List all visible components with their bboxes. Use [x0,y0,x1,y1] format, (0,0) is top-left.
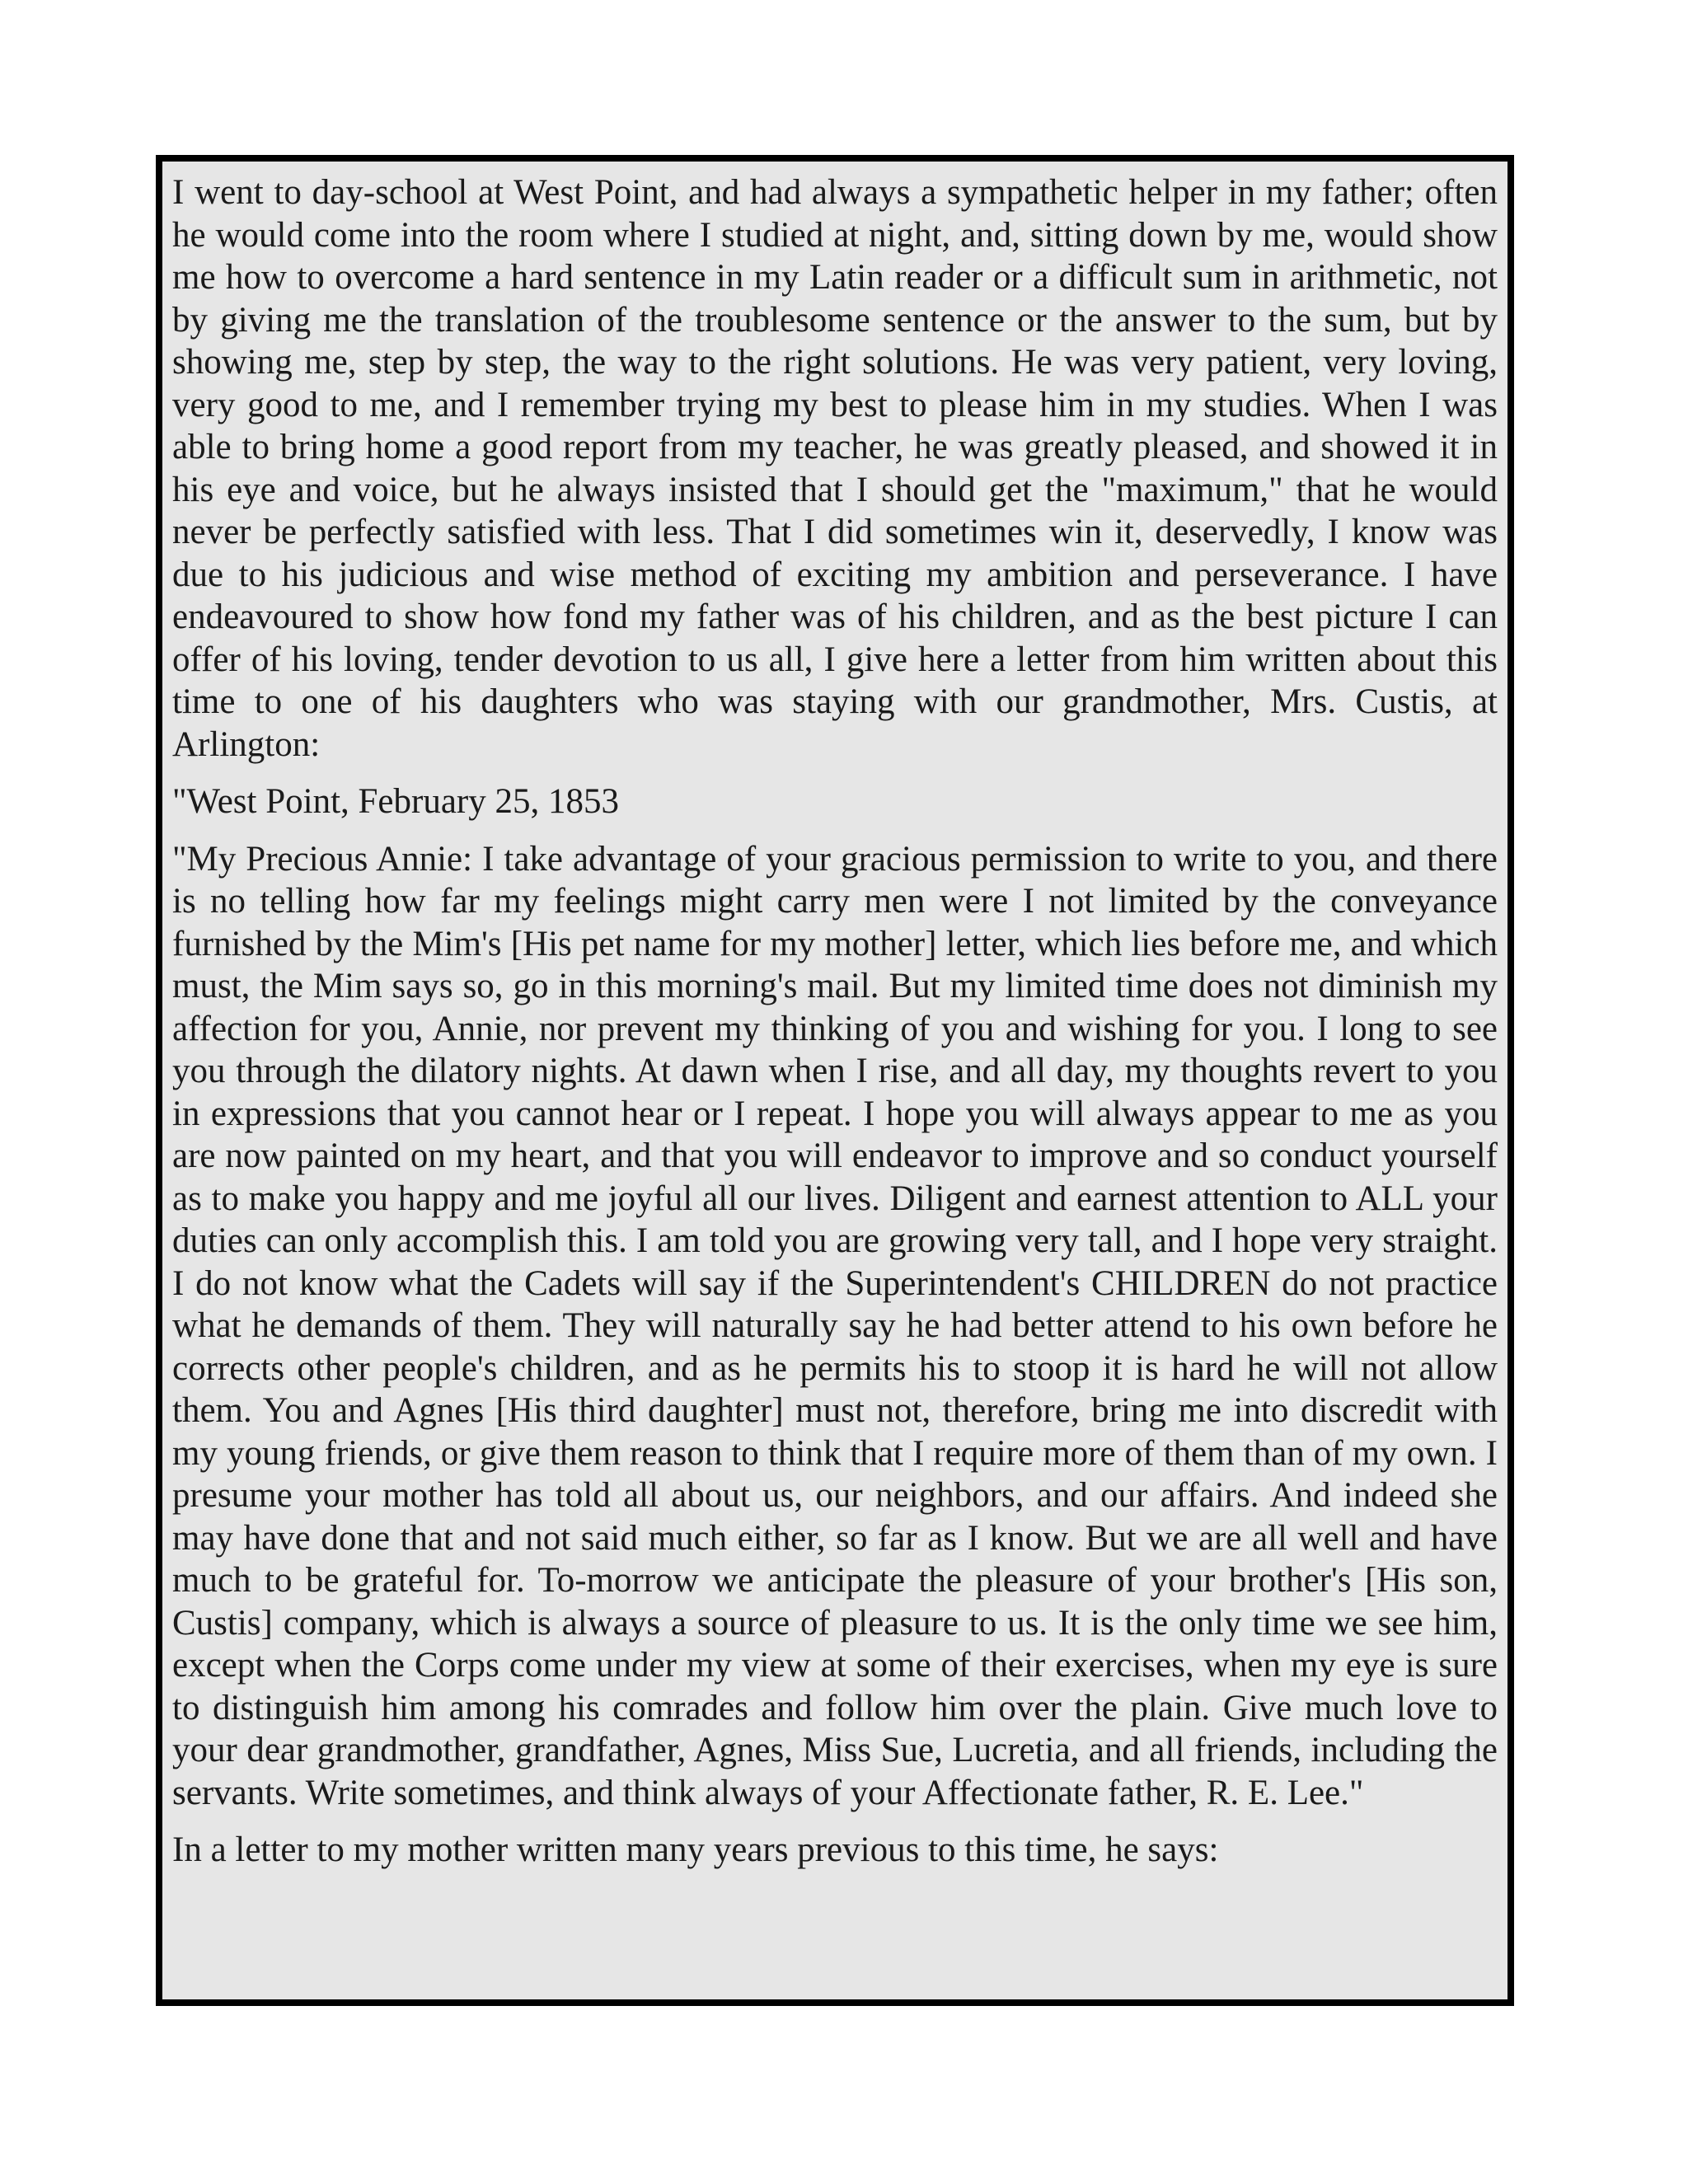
text-panel [156,155,1514,2006]
paragraph-closing: In a letter to my mother written many years previous to this time, he says: [172,1830,1219,1869]
letter-dateline: "West Point, February 25, 1853 [172,782,619,821]
paragraph-day-school: I went to day-school at West Point, and had always a sympathetic helper in my father; often he would come into the room where I studied at night, and, sitting down by me, would show me how to overcome a hard sentence in my Latin reader or a difficult sum in arithmetic, not by giving me the translation of the troublesome sentence or the answer to the sum, but by showing me, step by step, the way to the right solutions. He was very patient, very loving, very good to me, and I remember trying my best to please him in my studies. When I was able to bring home a good report from my teacher, he was greatly pleased, and showed it in his eye and voice, but he always insisted that I should get the "maximum," that he would never be perfectly satisfied with less. That I did sometimes win it, deservedly, I know was due to his judicious and wise method of exciting my ambition and perseverance. I have endeavoured to show how fond my father was of his children, and as the best picture I can offer of his loving, tender devotion to us all, I give here a letter from him written about this time to one of his daughters who was staying with our grandmother, Mrs. Custis, at Arlington: [172,173,1498,764]
letter-body: "My Precious Annie: I take advantage of your gracious permission to write to you, and there is no telling how far my feelings might carry men were I not limited by the conveyance furnished by the Mim's [His pet name for my mother] letter, which lies before me, and which must, the Mim says so, go in this morning's mail. But my limited time does not diminish my affection for you, Annie, nor prevent my thinking of you and wishing for you. I long to see you through the dilatory nights. At dawn when I rise, and all day, my thoughts revert to you in expressions that you cannot hear or I repeat. I hope you will always appear to me as you are now painted on my heart, and that you will endeavor to improve and so conduct yourself as to make you happy and me joyful all our lives. Diligent and earnest attention to ALL your duties can only accomplish this. I am told you are growing very tall, and I hope very straight. I do not know what the Cadets will say if the Superintendent's CHILDREN do not practice what he demands of them. They will naturally say he had better attend to his own before he corrects other people's children, and as he permits his to stoop it is hard he will not allow them. You and Agnes [His third daughter] must not, therefore, bring me into discredit with my young friends, or give them reason to think that I require more of them than of my own. I presume your mother has told all about us, our neighbors, and our affairs. And indeed she may have done that and not said much either, so far as I know. But we are all well and have much to be grateful for. To-morrow we anticipate the pleasure of your brother's [His son, Custis] company, which is always a source of pleasure to us. It is the only time we see him, except when the Corps come under my view at some of their exercises, when my eye is sure to distinguish him among his comrades and follow him over the plain. Give much love to your dear grandmother, grandfather, Agnes, Miss Sue, Lucretia, and all friends, including the servants. Write sometimes, and think always of your Affectionate father, R. E. Lee." [172,839,1498,1812]
